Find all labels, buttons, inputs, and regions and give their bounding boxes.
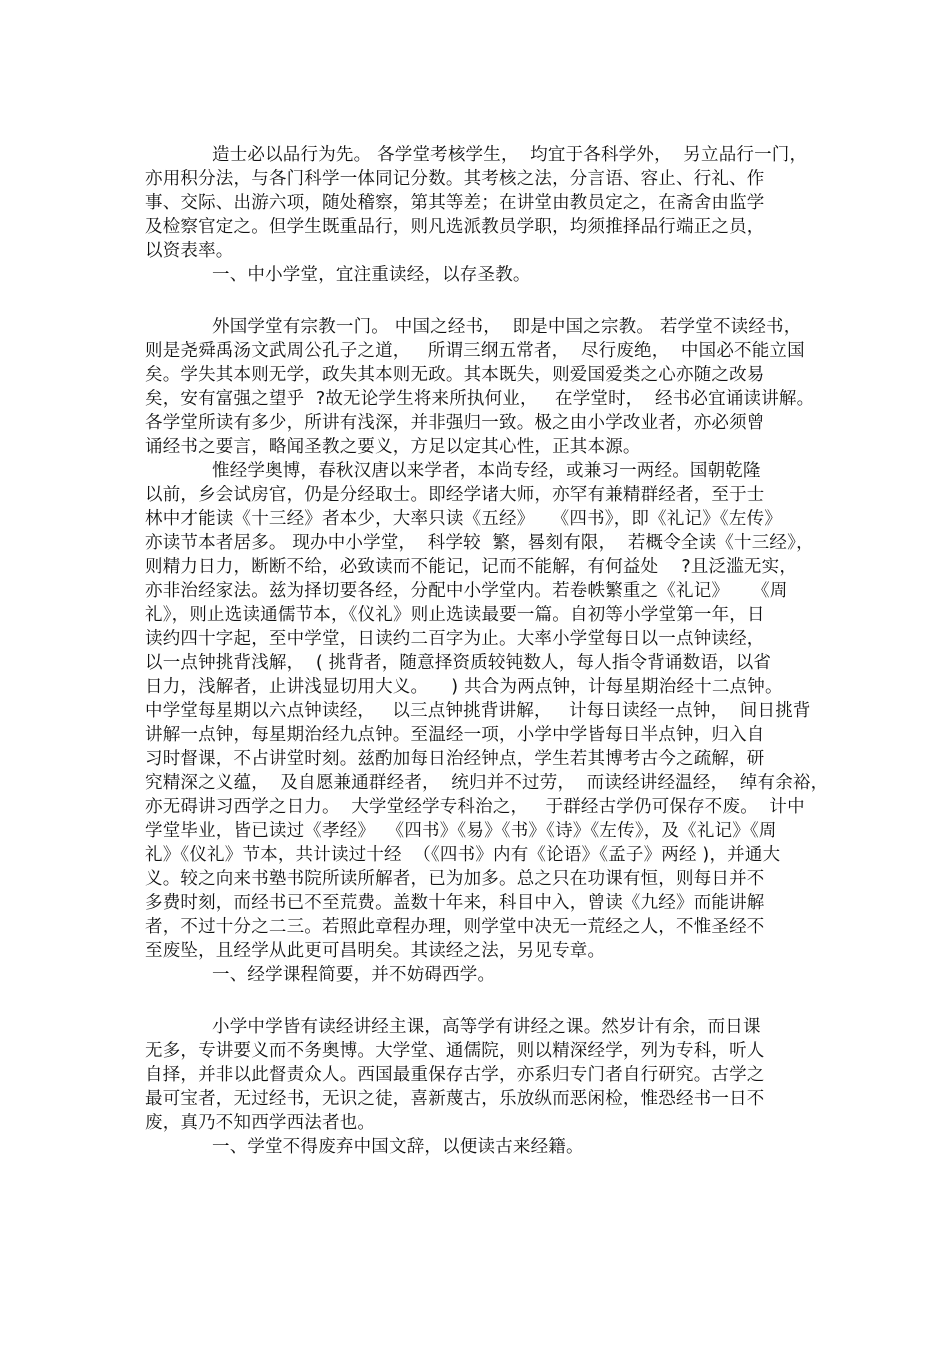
text-line: 矣，安有富强之望乎 ?故无论学生将来所执何业， 在学堂时， 经书必宜诵读讲解。: [145, 389, 815, 409]
text-line: 亦读节本者居多。 现办中小学堂， 科学较 繁，晷刻有限， 若概令全读《十三经》，: [145, 533, 814, 553]
text-line: 讲解一点钟，每星期治经九点钟。至温经一项，小学中学皆每日半点钟，归入自: [145, 725, 765, 745]
text-line: 无多，专讲要义而不务奥博。大学堂、通儒院，则以精深经学，列为专科，听人: [145, 1041, 765, 1061]
text-line: 造士必以品行为先。 各学堂考核学生， 均宜于各科学外， 另立品行一门，: [212, 145, 808, 165]
text-line: 惟经学奥博，春秋汉唐以来学者，本尚专经，或兼习一两经。国朝乾隆: [212, 461, 761, 481]
text-line: 学堂毕业，皆已读过《孝经》 《四书》《易》《书》《诗》《左传》，及《礼记》《周: [145, 821, 777, 841]
text-line: 至废坠，且经学从此更可昌明矣。其读经之法，另见专章。: [145, 941, 606, 961]
text-line: 事、交际、出游六项，随处稽察，第其等差；在讲堂由教员定之，在斋舍由监学: [145, 193, 765, 213]
text-line: 诵经书之要言，略闻圣教之要义，方足以定其心性，正其本源。: [145, 437, 641, 457]
text-line: 外国学堂有宗教一门。 中国之经书， 即是中国之宗教。 若学堂不读经书，: [212, 317, 802, 337]
text-line: 亦非治经家法。兹为择切要各经，分配中小学堂内。若卷帙繁重之《礼记》 《周: [145, 581, 788, 601]
text-line: 及检察官定之。但学生既重品行，则凡选派教员学职，均须推择品行端正之员，: [145, 217, 765, 237]
text-line: 礼》《仪礼》节本，共计读过十经 （《四书》内有《论语》《孟子》两经 )，并通大: [145, 845, 781, 865]
text-line: 读约四十字起，至中学堂，日读约二百字为止。大率小学堂每日以一点钟读经，: [145, 629, 765, 649]
text-line: 以资表率。: [145, 241, 234, 261]
text-line: 废，真乃不知西学西法者也。: [145, 1113, 376, 1133]
text-line: 多费时刻，而经书已不至荒费。盖数十年来，科目中入，曾读《九经》而能讲解: [145, 893, 765, 913]
text-line: 日力，浅解者，止讲浅显切用大义。 ) 共合为两点钟，计每星期治经十二点钟。: [145, 677, 783, 697]
text-line: 矣。学失其本则无学，政失其本则无政。其本既失，则爱国爱类之心亦随之改易: [145, 365, 765, 385]
text-line: 者，不过十分之二三。若照此章程办理，则学堂中决无一荒经之人，不惟圣经不: [145, 917, 765, 937]
text-line: 以前，乡会试房官，仍是分经取士。即经学诸大师，亦罕有兼精群经者，至于士: [145, 485, 765, 505]
section-heading: 一、中小学堂，宜注重读经，以存圣教。: [212, 265, 531, 285]
text-line: 各学堂所读有多少，所讲有浅深，并非强归一致。极之由小学改业者，亦必须曾: [145, 413, 765, 433]
section-heading: 一、学堂不得废弃中国文辞，以便读古来经籍。: [212, 1137, 584, 1157]
text-line: 亦无碍讲习西学之日力。 大学堂经学专科治之， 于群经古学仍可保存不废。 计中: [145, 797, 805, 817]
text-line: 亦用积分法，与各门科学一体同记分数。其考核之法，分言语、容止、行礼、作: [145, 169, 765, 189]
text-line: 习时督课，不占讲堂时刻。兹酌加每日治经钟点，学生若其博考古今之疏解，研: [145, 749, 765, 769]
text-line: 中学堂每星期以六点钟读经， 以三点钟挑背讲解， 计每日读经一点钟， 间日挑背: [145, 701, 811, 721]
text-line: 究精深之义蕴， 及自愿兼通群经者， 统归并不过劳， 而读经讲经温经， 绰有余裕，: [145, 773, 829, 793]
text-line: 义。较之向来书塾书院所读所解者，已为加多。总之只在功课有恒，则每日并不: [145, 869, 765, 889]
text-line: 自择，并非以此督责众人。西国最重保存古学，亦系归专门者自行研究。古学之: [145, 1065, 765, 1085]
text-line: 小学中学皆有读经讲经主课，高等学有讲经之课。然岁计有余，而日课: [212, 1017, 761, 1037]
text-line: 以一点钟挑背浅解， ( 挑背者，随意择资质较钝数人，每人指令背诵数语，以省: [145, 653, 772, 673]
text-line: 最可宝者，无过经书，无识之徒，喜新蔑古，乐放纵而恶闲检，惟恐经书一日不: [145, 1089, 765, 1109]
section-heading: 一、经学课程简要，并不妨碍西学。: [212, 965, 496, 985]
text-line: 则是尧舜禹汤文武周公孔子之道， 所谓三纲五常者， 尽行废绝， 中国必不能立国: [145, 341, 805, 361]
text-line: 林中才能读《十三经》者本少，大率只读《五经》 《四书》，即《礼记》《左传》: [145, 509, 782, 529]
text-line: 则精力日力，断断不给，必致读而不能记，记而不能解，有何益处 ?且泛滥无实，: [145, 557, 798, 577]
text-line: 礼》，则止选读通儒节本，《仪礼》则止选读最要一篇。自初等小学堂第一年，日: [145, 605, 765, 625]
